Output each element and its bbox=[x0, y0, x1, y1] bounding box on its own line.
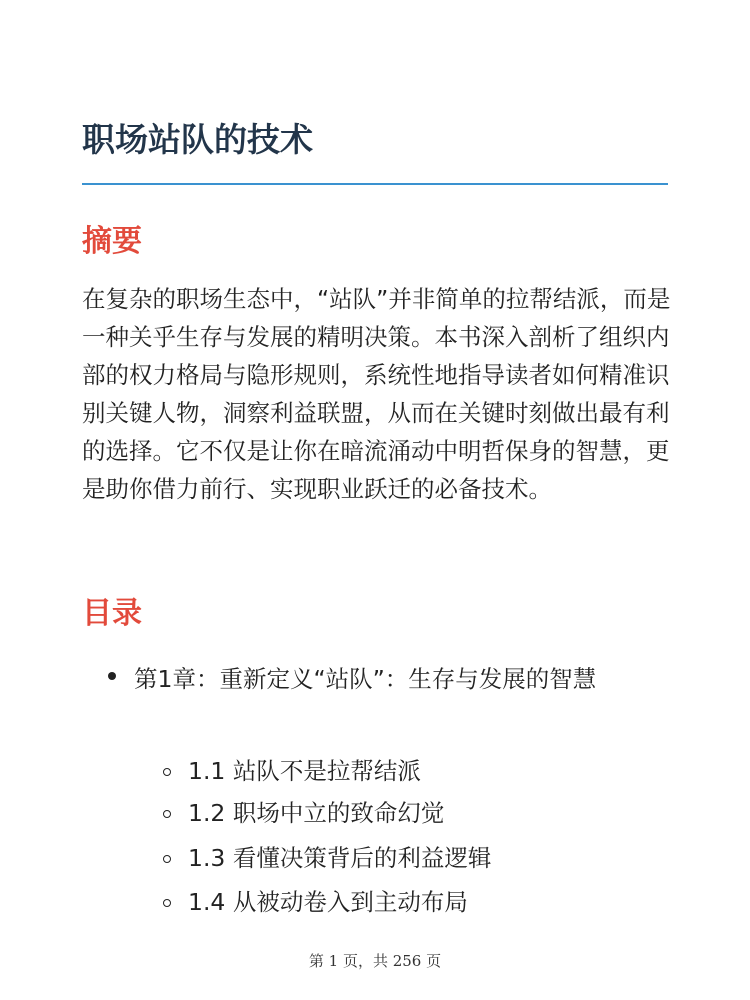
toc-section-item: 1.2 职场中立的致命幻觉 bbox=[188, 799, 445, 827]
bullet-circle-icon bbox=[163, 810, 171, 818]
bullet-circle-icon bbox=[163, 899, 171, 907]
toc-section-item: 1.1 站队不是拉帮结派 bbox=[188, 757, 421, 785]
abstract-heading: 摘要 bbox=[82, 224, 142, 259]
toc-chapter-item: 第1章：重新定义“站队”：生存与发展的智慧 bbox=[134, 665, 597, 693]
abstract-paragraph: 在复杂的职场生态中，“站队”并非简单的拉帮结派，而是一种关乎生存与发展的精明决策。本书深入剖析了组织内部的权力格局与隐形规则，系统性地指导读者如何精准识别关键人物，洞察利益联盟，从而在关键时刻做出最有利的选择。它不仅是让你在暗流涌动中明哲保身的智慧，更是助你借力前行、实现职业跃迁的必备技术。 bbox=[82, 285, 671, 503]
bullet-disc-icon bbox=[108, 672, 116, 680]
toc-heading: 目录 bbox=[82, 596, 142, 631]
bullet-circle-icon bbox=[163, 855, 171, 863]
book-title: 职场站队的技术 bbox=[82, 120, 313, 159]
title-divider bbox=[82, 183, 668, 185]
toc-section-item: 1.3 看懂决策背后的利益逻辑 bbox=[188, 844, 492, 872]
bullet-circle-icon bbox=[163, 768, 171, 776]
toc-section-item: 1.4 从被动卷入到主动布局 bbox=[188, 888, 468, 916]
page-footer: 第 1 页，共 256 页 bbox=[308, 952, 442, 970]
